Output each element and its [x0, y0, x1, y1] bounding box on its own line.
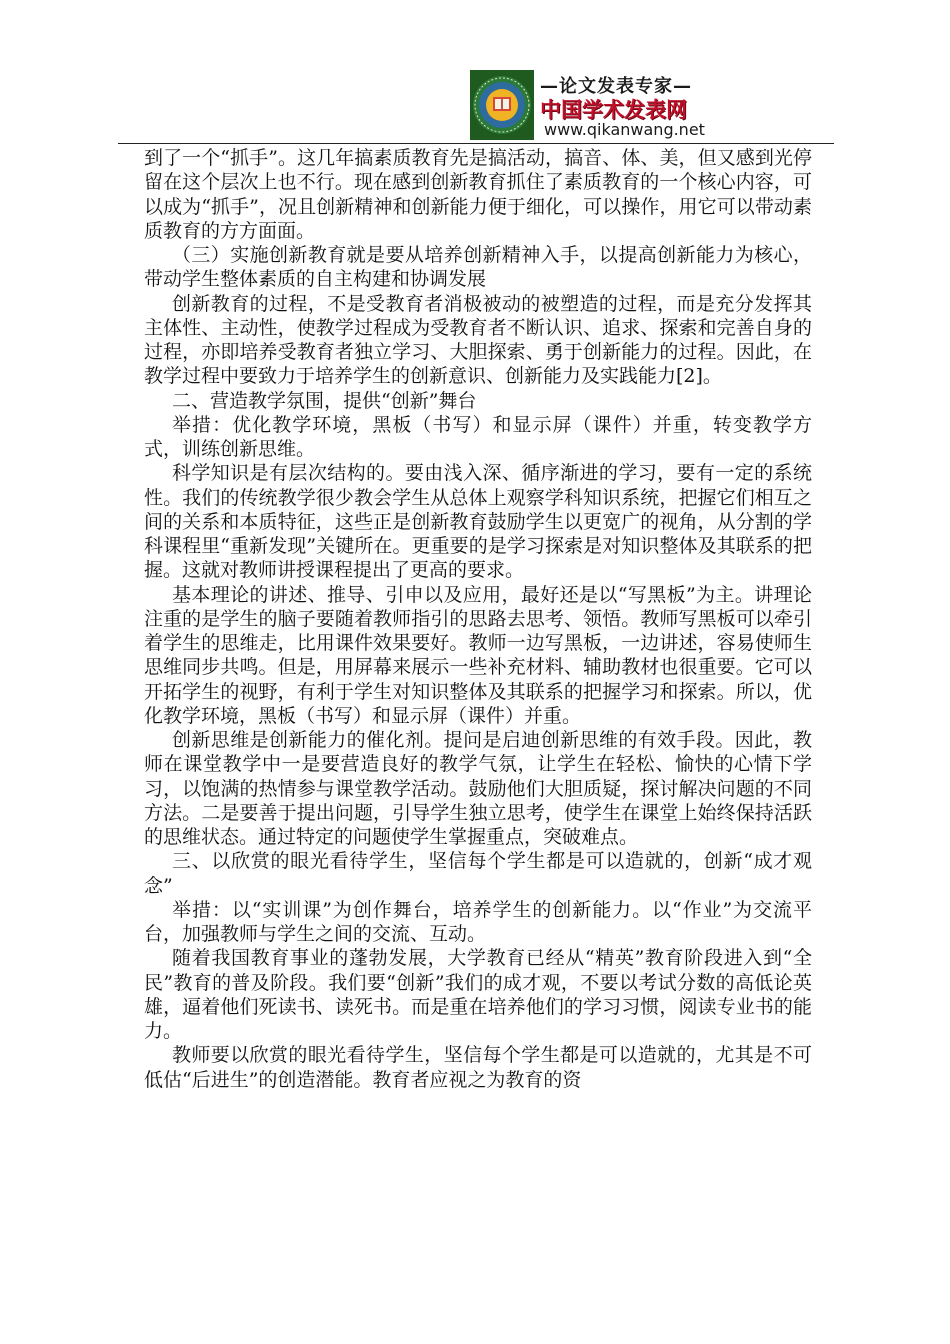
- article-paragraph: 三、以欣赏的眼光看待学生，坚信每个学生都是可以造就的，创新“成才观念”: [144, 850, 812, 897]
- article-paragraph: 创新思维是创新能力的催化剂。提问是启迪创新思维的有效手段。因此，教师在课堂教学中一是要营造良好的教学气氛，让学生在轻松、愉快的心情下学习，以饱满的热情参与课堂教学活动。鼓励他们大胆质疑，探讨解决问题的不同方法。二是要善于提出问题，引导学生独立思考，使学生在课堂上始终保持活跃的思维状态。通过特定的问题使学生掌握重点，突破难点。: [144, 729, 812, 848]
- article-paragraph: 举措：优化教学环境，黑板（书写）和显示屏（课件）并重，转变教学方式，训练创新思维。: [144, 413, 812, 460]
- site-header: [470, 70, 705, 142]
- journal-emblem-icon: [470, 70, 534, 140]
- article-paragraph: 科学知识是有层次结构的。要由浅入深、循序渐进的学习，要有一定的系统性。我们的传统教学很少教会学生从总体上观察学科知识系统，把握它们相互之间的关系和本质特征，这些正是创新教育鼓励学生以更宽广的视角，从分割的学科课程里“重新发现”关键所在。更重要的是学习探索是对知识整体及其联系的把握。这就对教师讲授课程提出了更高的要求。: [144, 462, 812, 582]
- article-body: [144, 146, 812, 1092]
- article-paragraph: 基本理论的讲述、推导、引申以及应用，最好还是以“写黑板”为主。讲理论注重的是学生的脑子要随着教师指引的思路去思考、领悟。教师写黑板可以牵引着学生的思维走，比用课件效果要好。教师一边写黑板，一边讲述，容易使师生思维同步共鸣。但是，用屏幕来展示一些补充材料、辅助教材也很重要。它可以开拓学生的视野，有利于学生对知识整体及其联系的把握学习和探索。所以，优化教学环境，黑板（书写）和显示屏（课件）并重。: [144, 583, 812, 727]
- article-paragraph: 二、营造教学氛围，提供“创新”舞台: [172, 389, 477, 412]
- article-paragraph: 创新教育的过程，不是受教育者消极被动的被塑造的过程，而是充分发挥其主体性、主动性，使教学过程成为受教育者不断认识、追求、探索和完善自身的过程，亦即培养受教育者独立学习、大胆探索、勇于创新能力的过程。因此，在教学过程中要致力于培养学生的创新意识、创新能力及实践能力[2]。: [144, 292, 812, 388]
- article-paragraph: 到了一个“抓手”。这几年搞素质教育先是搞活动，搞音、体、美，但又感到光停留在这个层次上也不行。现在感到创新教育抓住了素质教育的一个核心内容，可以成为“抓手”，况且创新精神和创新能力便于细化，可以操作，用它可以带动素质教育的方方面面。: [144, 147, 812, 242]
- brand-name: 中国学术发表网: [540, 98, 687, 122]
- article-paragraph: （三）实施创新教育就是要从培养创新精神入手，以提高创新能力为核心，带动学生整体素质的自主构建和协调发展: [144, 244, 812, 291]
- brand-tagline: —论文发表专家—: [540, 76, 692, 97]
- article-paragraph: 随着我国教育事业的蓬勃发展，大学教育已经从“精英”教育阶段进入到“全民”教育的普及阶段。我们要“创新”我们的成才观，不要以考试分数的高低论英雄，逼着他们死读书、读死书。而是重在培养他们的学习习惯，阅读专业书的能力。: [144, 947, 812, 1042]
- article-paragraph: 举措：以“实训课”为创作舞台，培养学生的创新能力。以“作业”为交流平台，加强教师与学生之间的交流、互动。: [144, 898, 812, 945]
- header-divider: [118, 143, 834, 144]
- site-url: www.qikanwang.net: [544, 120, 705, 139]
- article-paragraph: 教师要以欣赏的眼光看待学生，坚信每个学生都是可以造就的，尤其是不可低估“后进生”的创造潜能。教育者应视之为教育的资: [144, 1044, 812, 1091]
